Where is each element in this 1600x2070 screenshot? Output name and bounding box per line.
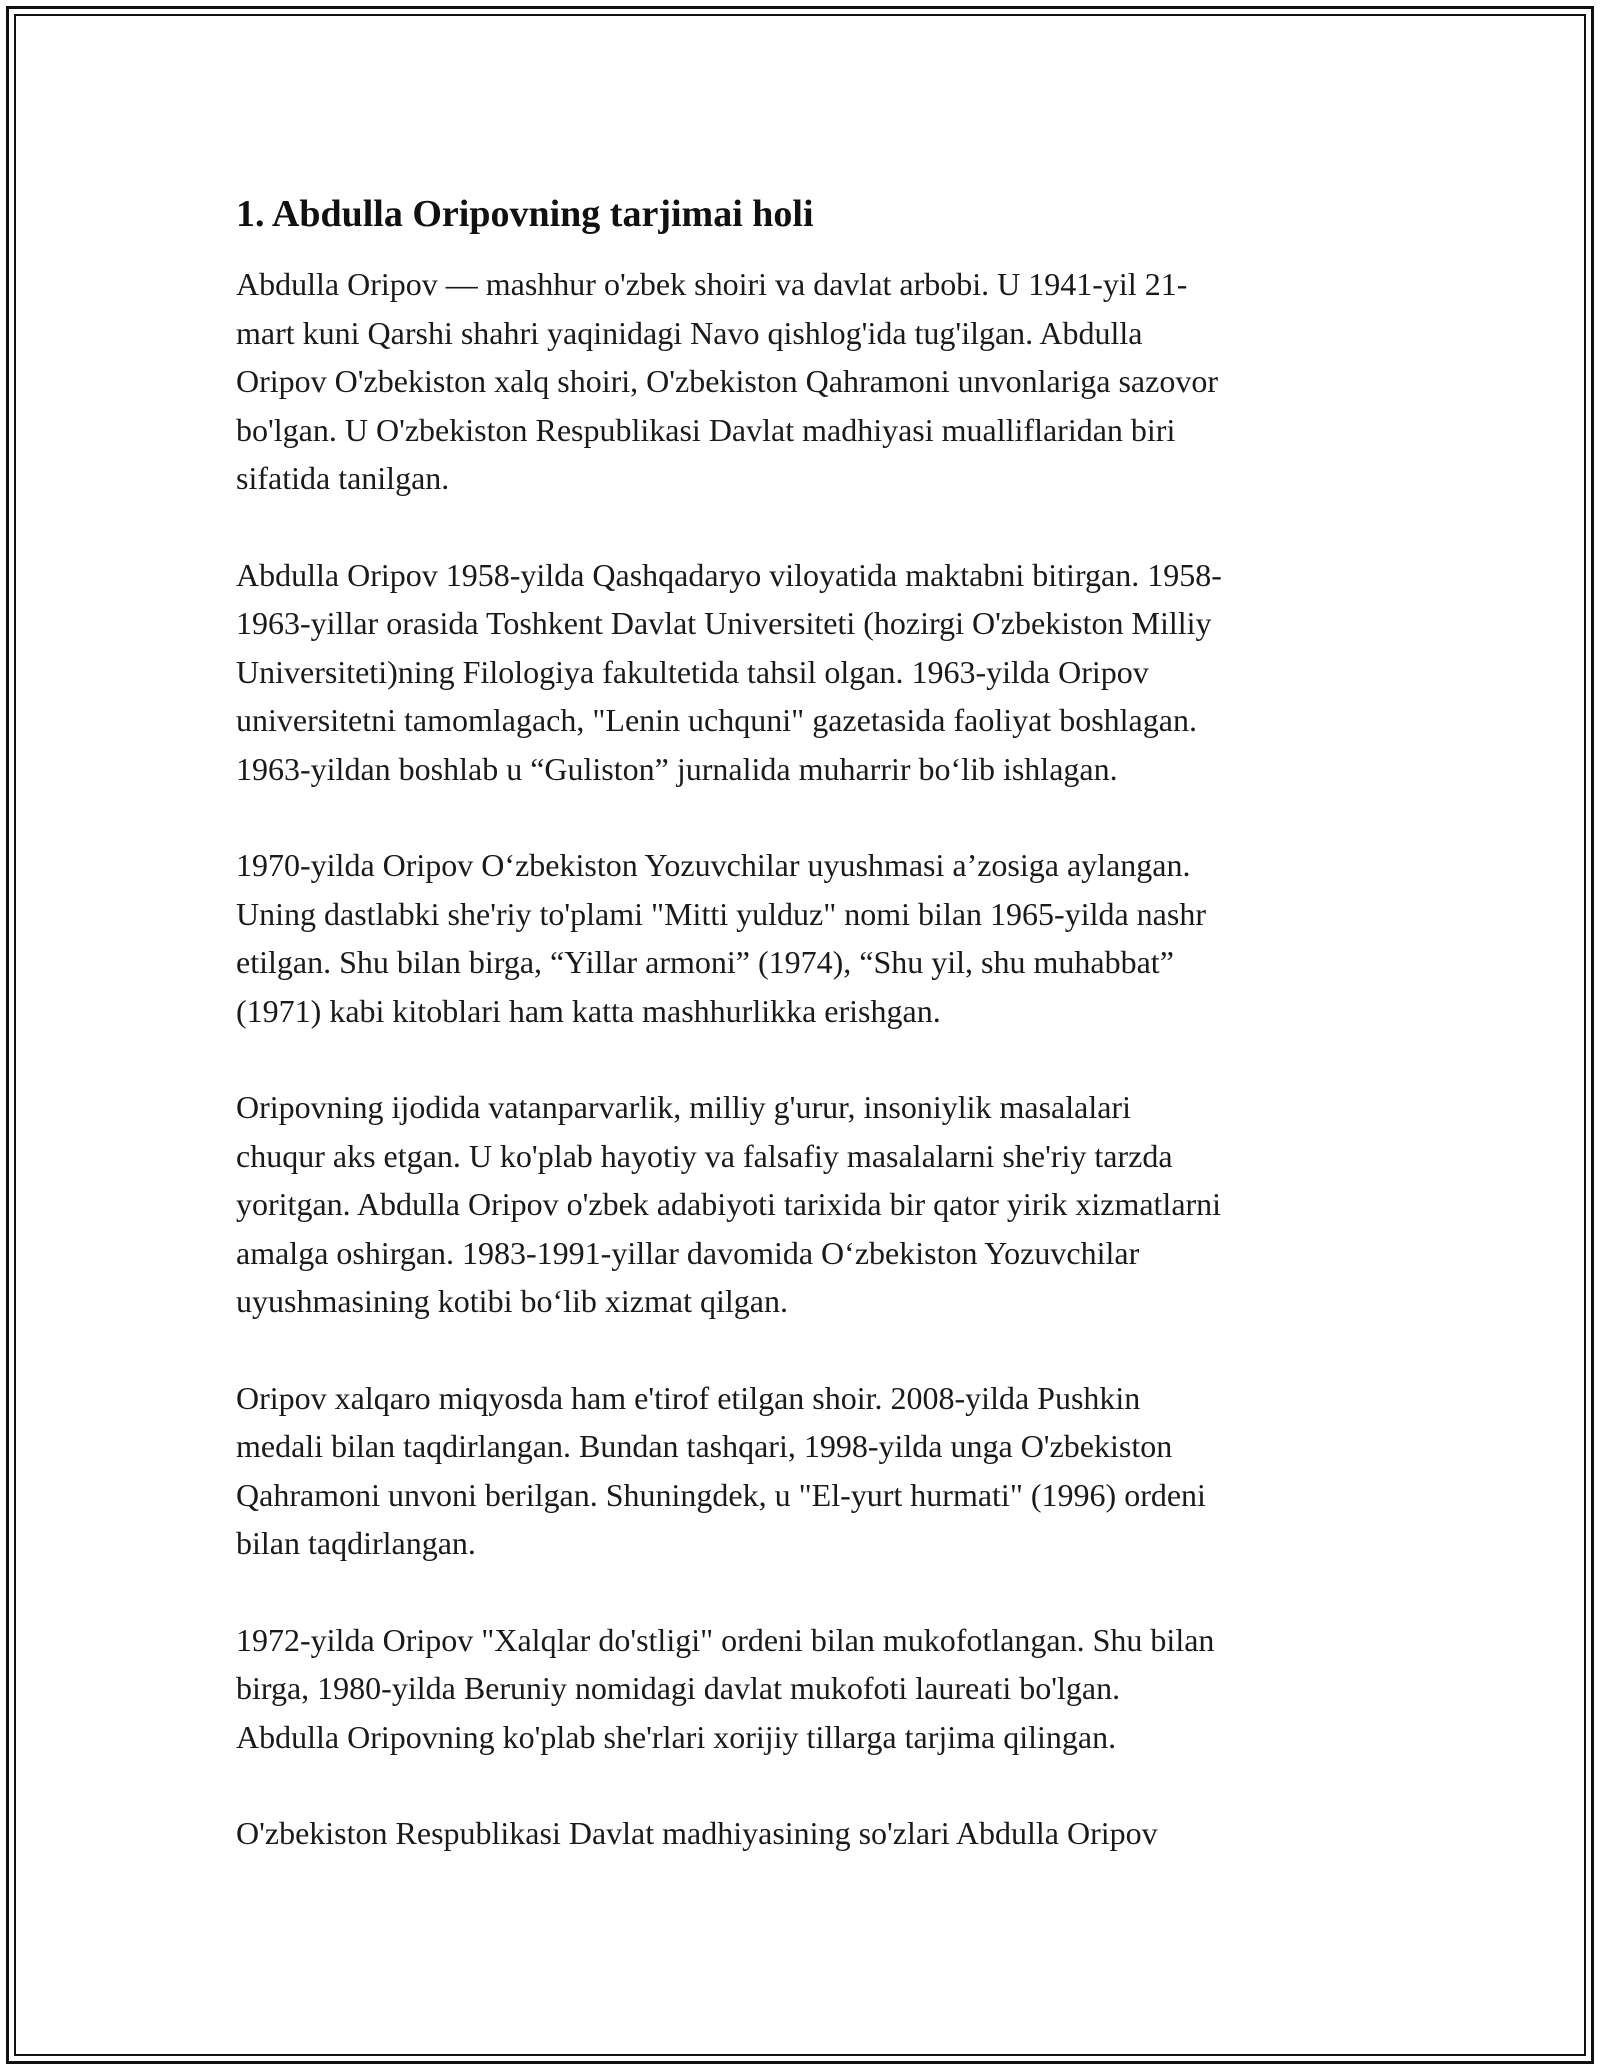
paragraph-line: yoritgan. Abdulla Oripov o'zbek adabiyoti tarixida bir qator yirik xizmatlarni <box>236 1186 1222 1222</box>
paragraph-line: mart kuni Qarshi shahri yaqinidagi Navo qishlog'ida tug'ilgan. Abdulla <box>236 314 1143 351</box>
paragraph-line: Uning dastlabki she'riy to'plami "Mitti yulduz" nomi bilan 1965-yilda nashr <box>236 895 1206 932</box>
paragraph-line: sifatida tanilgan. <box>236 460 450 496</box>
paragraph-line: Qahramoni unvoni berilgan. Shuningdek, u "El-yurt hurmati" (1996) ordeni <box>236 1476 1206 1513</box>
paragraph-line: Oripovning ijodida vatanparvarlik, milliy g'urur, insoniylik masalalari <box>236 1089 1131 1125</box>
paragraph-4 <box>236 1083 1376 1326</box>
paragraph-line: bilan taqdirlangan. <box>236 1525 476 1561</box>
paragraph-line: 1972-yilda Oripov "Xalqlar do'stligi" ordeni bilan mukofotlangan. Shu bilan <box>236 1621 1215 1658</box>
paragraph-line: uyushmasining kotibi bo‘lib xizmat qilgan. <box>236 1283 788 1319</box>
paragraph-line: 1963-yildan boshlab u “Guliston” jurnalida muharrir bo‘lib ishlagan. <box>236 750 1118 787</box>
paragraph-line: 1970-yilda Oripov O‘zbekiston Yozuvchilar uyushmasi a’zosiga aylangan. <box>236 847 1191 883</box>
paragraph-line: etilgan. Shu bilan birga, “Yillar armoni” (1974), “Shu yil, shu muhabbat” <box>236 944 1174 980</box>
paragraph-3 <box>236 841 1376 1035</box>
paragraph-line: 1963-yillar orasida Toshkent Davlat Universiteti (hozirgi O'zbekiston Milliy <box>236 605 1212 641</box>
paragraph-line: chuqur aks etgan. U ko'plab hayotiy va falsafiy masalalarni she'riy tarzda <box>236 1137 1173 1174</box>
paragraph-2 <box>236 551 1376 794</box>
paragraph-7 <box>236 1809 1376 1858</box>
paragraph-line: medali bilan taqdirlangan. Bundan tashqari, 1998-yilda unga O'zbekiston <box>236 1428 1173 1464</box>
paragraph-line: universitetni tamomlagach, "Lenin uchquni" gazetasida faoliyat boshlagan. <box>236 702 1197 738</box>
paragraph-line: Abdulla Oripov 1958-yilda Qashqadaryo viloyatida maktabni bitirgan. 1958- <box>236 556 1222 593</box>
paragraph-line: (1971) kabi kitoblari ham katta mashhurlikka erishgan. <box>236 992 941 1029</box>
paragraph-1 <box>236 260 1376 503</box>
paragraph-line: Oripov xalqaro miqyosda ham e'tirof etilgan shoir. 2008-yilda Pushkin <box>236 1379 1141 1416</box>
paragraph-line: Oripov O'zbekiston xalq shoiri, O'zbekiston Qahramoni unvonlariga sazovor <box>236 363 1218 399</box>
paragraph-line: Abdulla Oripov — mashhur o'zbek shoiri va davlat arbobi. U 1941-yil 21- <box>236 266 1188 302</box>
paragraph-line: birga, 1980-yilda Beruniy nomidagi davlat mukofoti laureati bo'lgan. <box>236 1670 1121 1706</box>
document-title: 1. Abdulla Oripovning tarjimai holi <box>236 193 814 235</box>
paragraph-line: bo'lgan. U O'zbekiston Respublikasi Davlat madhiyasi mualliflaridan biri <box>236 411 1176 448</box>
paragraph-5 <box>236 1374 1376 1568</box>
paragraph-line: O'zbekiston Respublikasi Davlat madhiyasining so'zlari Abdulla Oripov <box>236 1815 1158 1851</box>
paragraph-list <box>236 260 1376 1858</box>
paragraph-line: amalga oshirgan. 1983-1991-yillar davomida O‘zbekiston Yozuvchilar <box>236 1234 1140 1271</box>
document-body <box>236 190 1376 1906</box>
paragraph-line: Universiteti)ning Filologiya fakultetida tahsil olgan. 1963-yilda Oripov <box>236 653 1149 690</box>
paragraph-6 <box>236 1616 1376 1762</box>
paragraph-line: Abdulla Oripovning ko'plab she'rlari xorijiy tillarga tarjima qilingan. <box>236 1718 1117 1755</box>
